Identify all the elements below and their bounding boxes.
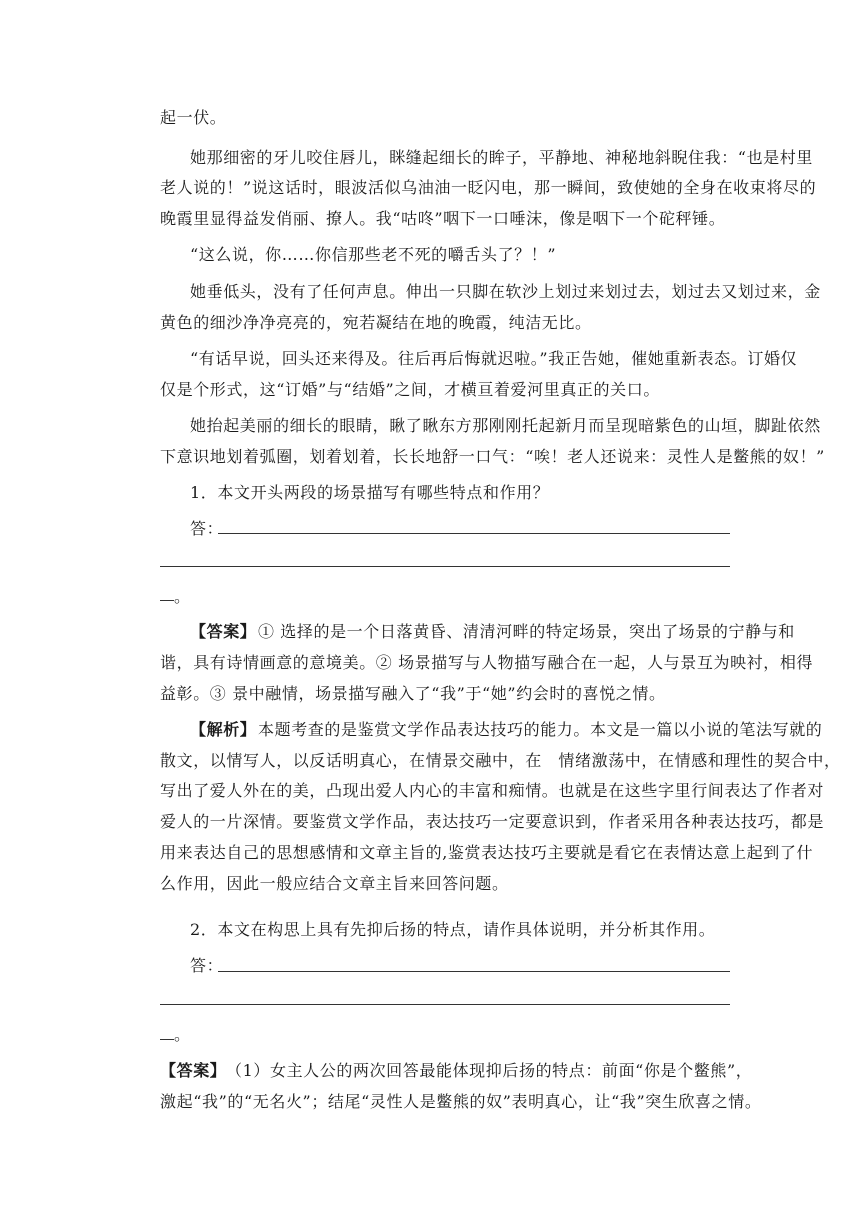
answer-2-prefix: 答： [190,956,224,975]
passage-line-4: 晚霞里显得益发俏丽、撩人。我“咕咚”咽下一口唾沫，像是咽下一个砣秤锤。 [160,209,726,228]
answer-1-prefix: 答： [190,519,224,538]
passage-line-10: 她抬起美丽的细长的眼睛，瞅了瞅东方那刚刚托起新月而呈现暗紫色的山垣，脚趾依然 [190,416,821,435]
answer-1-blank-line-3 [160,600,174,601]
passage-line-9: 仅是个形式，这“订婚”与“结婚”之间，才横亘着爱河里真正的关口。 [160,380,660,399]
analysis-line-6: 么作用，因此一般应结合文章主旨来回答问题。 [160,874,509,893]
analysis-line-1: 本题考查的是鉴赏文学作品表达技巧的能力。本文是一篇以小说的笔法写就的 [258,720,823,739]
answer-2-line-2: 激起“我”的“无名火”；结尾“灵性人是鳖熊的奴”表明真心，让“我”突生欣喜之情。 [160,1092,762,1111]
question-1: 1．本文开头两段的场景描写有哪些特点和作用？ [190,483,550,502]
answer-2-blank-line-3 [160,1039,174,1040]
passage-line-6: 她垂低头，没有了任何声息。伸出一只脚在软沙上划过来划过去，划过去又划过来，金 [190,282,821,301]
passage-line-7: 黄色的细沙净净亮亮的，宛若凝结在地的晚霞，纯洁无比。 [160,313,592,332]
analysis-line-3: 写出了爱人外在的美，凸现出爱人内心的丰富和痴情。也就是在这些字里行间表达了作者对 [160,781,825,800]
analysis-line-2: 散文，以情写人，以反话明真心，在情景交融中，在 情绪激荡中，在情感和理性的契合中， [160,751,841,770]
answer-2-blank-line-1 [218,971,730,972]
answer-2-blank-line-2 [160,1004,730,1005]
passage-line-11: 下意识地划着弧圈，划着划着，长长地舒一口气：“唉！老人还说来：灵性人是鳖熊的奴！” [160,447,825,466]
answer-1-line-3: 益彰。③ 景中融情，场景描写融入了“我”于“她”约会时的喜悦之情。 [160,684,666,703]
passage-line-5: “这么说，你……你信那些老不死的嚼舌头了？！” [190,245,557,264]
passage-line-2: 她那细密的牙儿咬住唇儿，眯缝起细长的眸子，平静地、神秘地斜睨住我：“也是村里 [190,148,813,167]
answer-1-label: 【答案】 [190,622,257,641]
answer-1-end-mark: 。 [174,587,191,606]
analysis-line-4: 爱人的一片深情。要鉴赏文学作品，表达技巧一定要意识到，作者采用各种表达技巧，都是 [160,812,825,831]
analysis-label: 【解析】 [190,720,257,739]
analysis-line-5: 用来表达自己的思想感情和文章主旨的,鉴赏表达技巧主要就是看它在表情达意上起到了什 [160,843,814,862]
answer-2-line-1: （1）女主人公的两次回答最能体现抑后扬的特点：前面“你是个鳖熊”， [226,1061,753,1080]
passage-line-8: “有话早说，回头还来得及。往后再后悔就迟啦。”我正告她，催她重新表态。订婚仅 [190,349,798,368]
passage-line-1: 起一伏。 [160,108,227,127]
answer-2-label: 【答案】 [160,1061,227,1080]
answer-1-line-2: 谐，具有诗情画意的意境美。② 场景描写与人物描写融合在一起，人与景互为映衬，相得 [160,653,814,672]
answer-1-blank-line-2 [160,566,730,567]
answer-1-line-1: ① 选择的是一个日落黄昏、清清河畔的特定场景，突出了场景的宁静与和 [258,622,795,641]
answer-2-end-mark: 。 [174,1025,191,1044]
question-2: 2．本文在构思上具有先抑后扬的特点，请作具体说明，并分析其作用。 [190,920,716,939]
answer-1-blank-line-1 [218,533,730,534]
passage-line-3: 老人说的！”说这话时，眼波活似乌油油一眨闪电，那一瞬间，致使她的全身在收束将尽的 [160,178,817,197]
